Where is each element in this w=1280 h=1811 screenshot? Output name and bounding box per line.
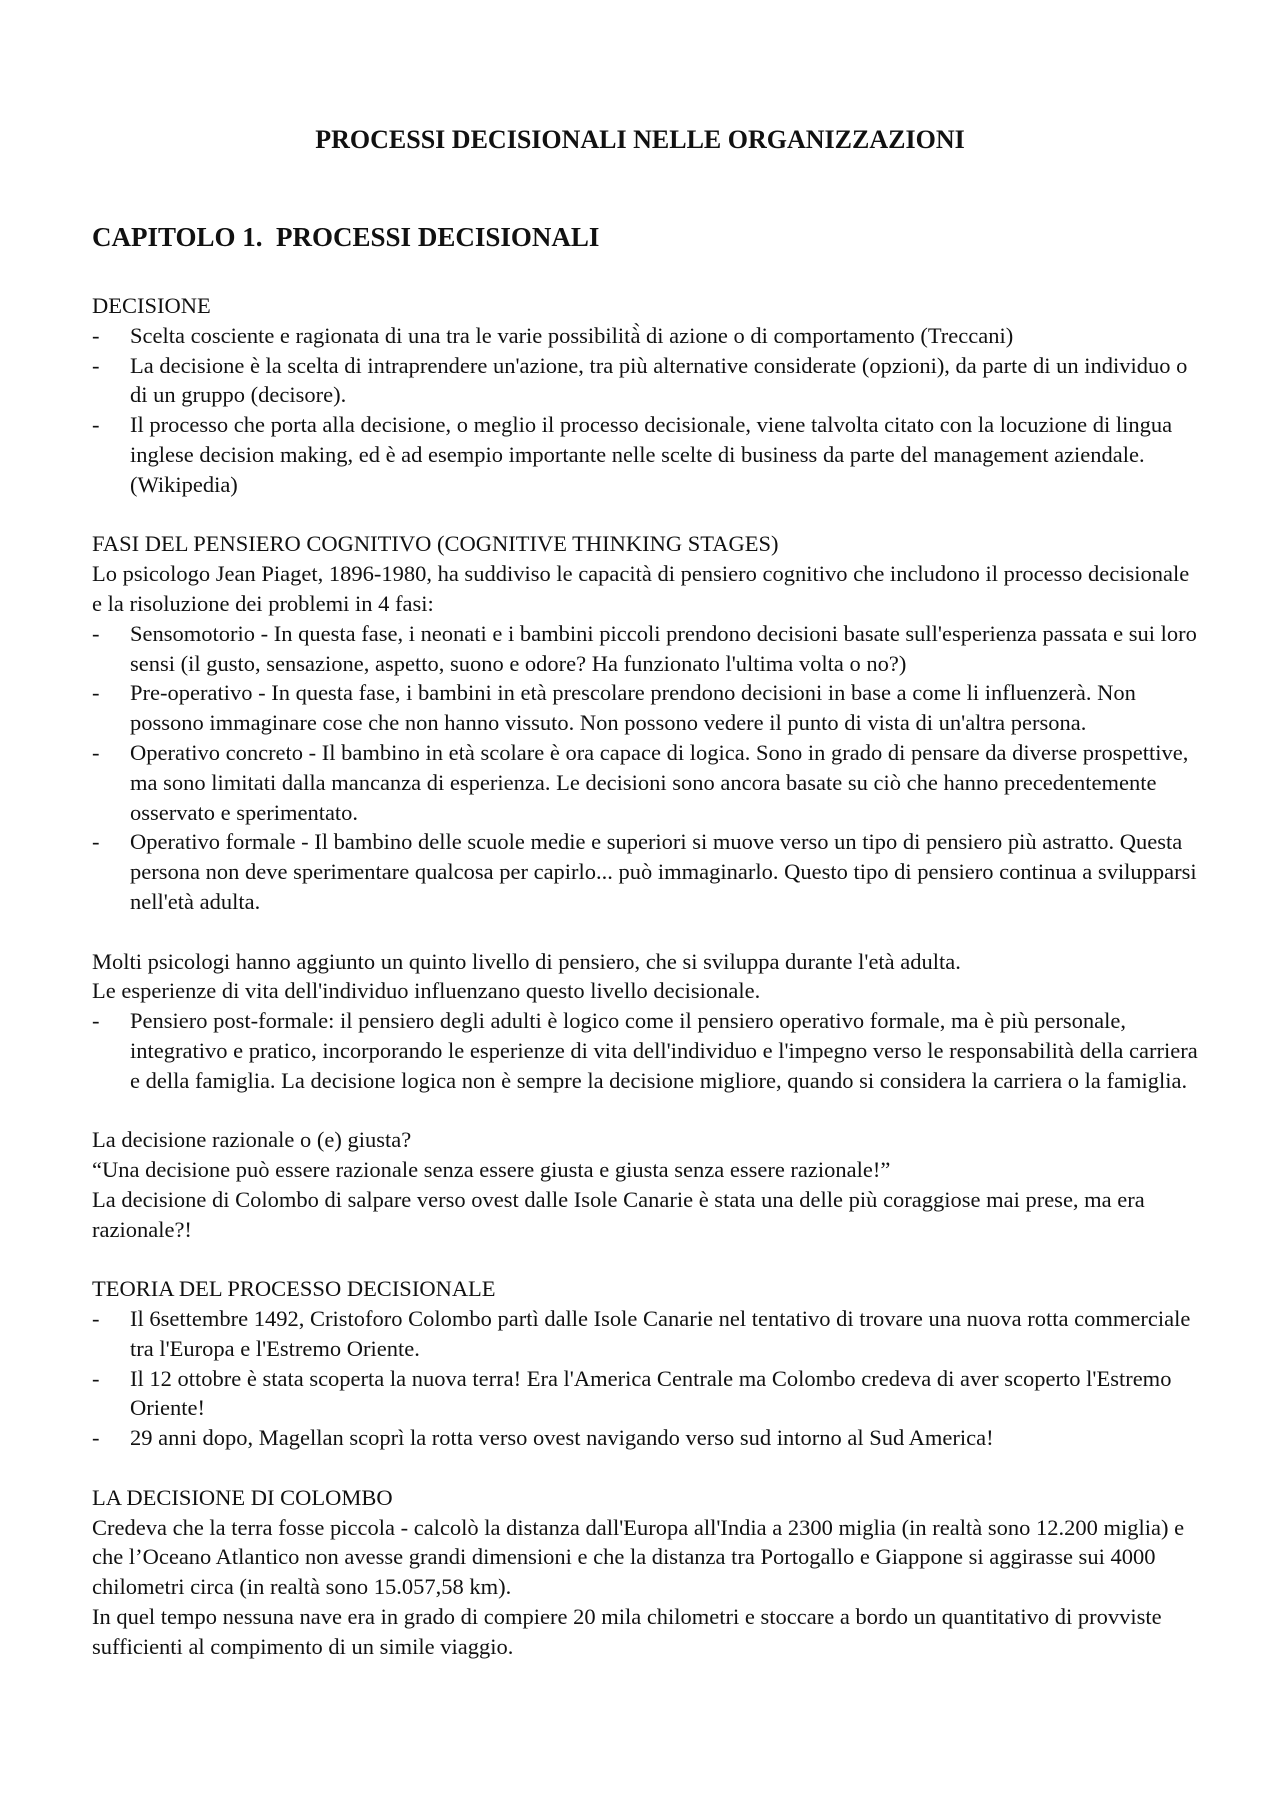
- section-decisione: [92, 291, 1202, 500]
- list-item: - Il 12 ottobre è stata scoperta la nuova terra! Era l'America Centrale ma Colombo credeva di aver scoperto l'Estremo Oriente!: [92, 1364, 1202, 1424]
- document-body: [92, 291, 1202, 1662]
- paragraph: Lo psicologo Jean Piaget, 1896-1980, ha suddiviso le capacità di pensiero cognitivo che includono il processo decisionale e la risoluzione dei problemi in 4 fasi:: [92, 561, 1190, 616]
- section-heading: FASI DEL PENSIERO COGNITIVO (COGNITIVE THINKING STAGES): [92, 531, 779, 557]
- bullet-list: [92, 321, 1202, 500]
- paragraph: Le esperienze di vita dell'individuo influenzano questo livello decisionale.: [92, 978, 761, 1004]
- chapter-heading: CAPITOLO 1. PROCESSI DECISIONALI: [92, 222, 600, 252]
- list-item: - 29 anni dopo, Magellan scoprì la rotta verso ovest navigando verso sud intorno al Sud America!: [92, 1423, 1202, 1453]
- paragraph: La decisione di Colombo di salpare verso ovest dalle Isole Canarie è stata una delle più coraggiose mai prese, ma era razionale?!: [92, 1186, 1145, 1242]
- bullet-list: [92, 1304, 1202, 1453]
- list-item: - La decisione è la scelta di intraprendere un'azione, tra più alternative considerate (opzioni), da parte di un individuo o di un gruppo (decisore).: [92, 351, 1202, 411]
- quote: “Una decisione può essere razionale senza essere giusta e giusta senza essere razionale!”: [92, 1157, 891, 1183]
- spacer: [92, 1245, 1202, 1275]
- paragraph: In quel tempo nessuna nave era in grado di compiere 20 mila chilometri e stoccare a bordo un quantitativo di provviste sufficienti al compimento di un simile viaggio.: [92, 1604, 1162, 1659]
- spacer: [92, 1096, 1202, 1126]
- section-heading: LA DECISIONE DI COLOMBO: [92, 1484, 393, 1510]
- section-colombo: [92, 1483, 1202, 1662]
- spacer: [92, 500, 1202, 530]
- paragraph: Credeva che la terra fosse piccola - calcolò la distanza dall'Europa all'India a 2300 miglia (in realtà sono 12.200 miglia) e che l’Oceano Atlantico non avesse grandi dimensioni e che la distanza tra Portogallo e Giappone si aggirasse sui 4000 chilometri circa (in realtà sono 15.057,58 km).: [92, 1514, 1185, 1600]
- list-item: - Il 6settembre 1492, Cristoforo Colombo partì dalle Isole Canarie nel tentativo di trovare una nuova rotta commerciale tra l'Europa e l'Estremo Oriente.: [92, 1304, 1202, 1364]
- section-razionale: [92, 1125, 1202, 1244]
- list-item: - Operativo formale - Il bambino delle scuole medie e superiori si muove verso un tipo di pensiero più astratto. Questa persona non deve sperimentare qualcosa per capirlo... può immaginarlo. Questo tipo di pensiero continua a svilupparsi nell'età adulta.: [92, 827, 1202, 916]
- paragraph: La decisione razionale o (e) giusta?: [92, 1127, 412, 1153]
- section-quinto-livello: [92, 947, 1202, 1096]
- list-item: - Scelta cosciente e ragionata di una tra le varie possibilità̀ di azione o di comportamento (Treccani): [92, 321, 1202, 351]
- spacer: [92, 917, 1202, 947]
- section-teoria: [92, 1274, 1202, 1453]
- section-heading: TEORIA DEL PROCESSO DECISIONALE: [92, 1276, 496, 1302]
- spacer: [92, 1453, 1202, 1483]
- list-item: - Pre-operativo - In questa fase, i bambini in età prescolare prendono decisioni in base a come li influenzerà. Non possono immaginare cose che non hanno vissuto. Non possono vedere il punto di vista di un'altra persona.: [92, 678, 1202, 738]
- bullet-list: [92, 619, 1202, 917]
- list-item: - Operativo concreto - Il bambino in età scolare è ora capace di logica. Sono in grado di pensare da diverse prospettive, ma sono limitati dalla mancanza di esperienza. Le decisioni sono ancora basate su ciò che hanno precedentemente osservato e sperimentato.: [92, 738, 1202, 827]
- section-heading: DECISIONE: [92, 293, 211, 318]
- list-item: - Pensiero post-formale: il pensiero degli adulti è logico come il pensiero operativo formale, ma è più personale, integrativo e pratico, incorporando le esperienze di vita dell'individuo e l'impegno verso le responsabilità della carriera e della famiglia. La decisione logica non è sempre la decisione migliore, quando si considera la carriera o la famiglia.: [92, 1006, 1202, 1095]
- list-item: - Il processo che porta alla decisione, o meglio il processo decisionale, viene talvolta citato con la locuzione di lingua inglese decision making, ed è ad esempio importante nelle scelte di business da parte del management aziendale. (Wikipedia): [92, 410, 1202, 499]
- section-fasi: [92, 529, 1202, 916]
- list-item: - Sensomotorio - In questa fase, i neonati e i bambini piccoli prendono decisioni basate sull'esperienza passata e sui loro sensi (il gusto, sensazione, aspetto, suono e odore? Ha funzionato l'ultima volta o no?): [92, 619, 1202, 679]
- bullet-list: [92, 1006, 1202, 1095]
- document-title: PROCESSI DECISIONALI NELLE ORGANIZZAZIONI: [315, 125, 965, 154]
- paragraph: Molti psicologi hanno aggiunto un quinto livello di pensiero, che si sviluppa durante l'età adulta.: [92, 948, 961, 974]
